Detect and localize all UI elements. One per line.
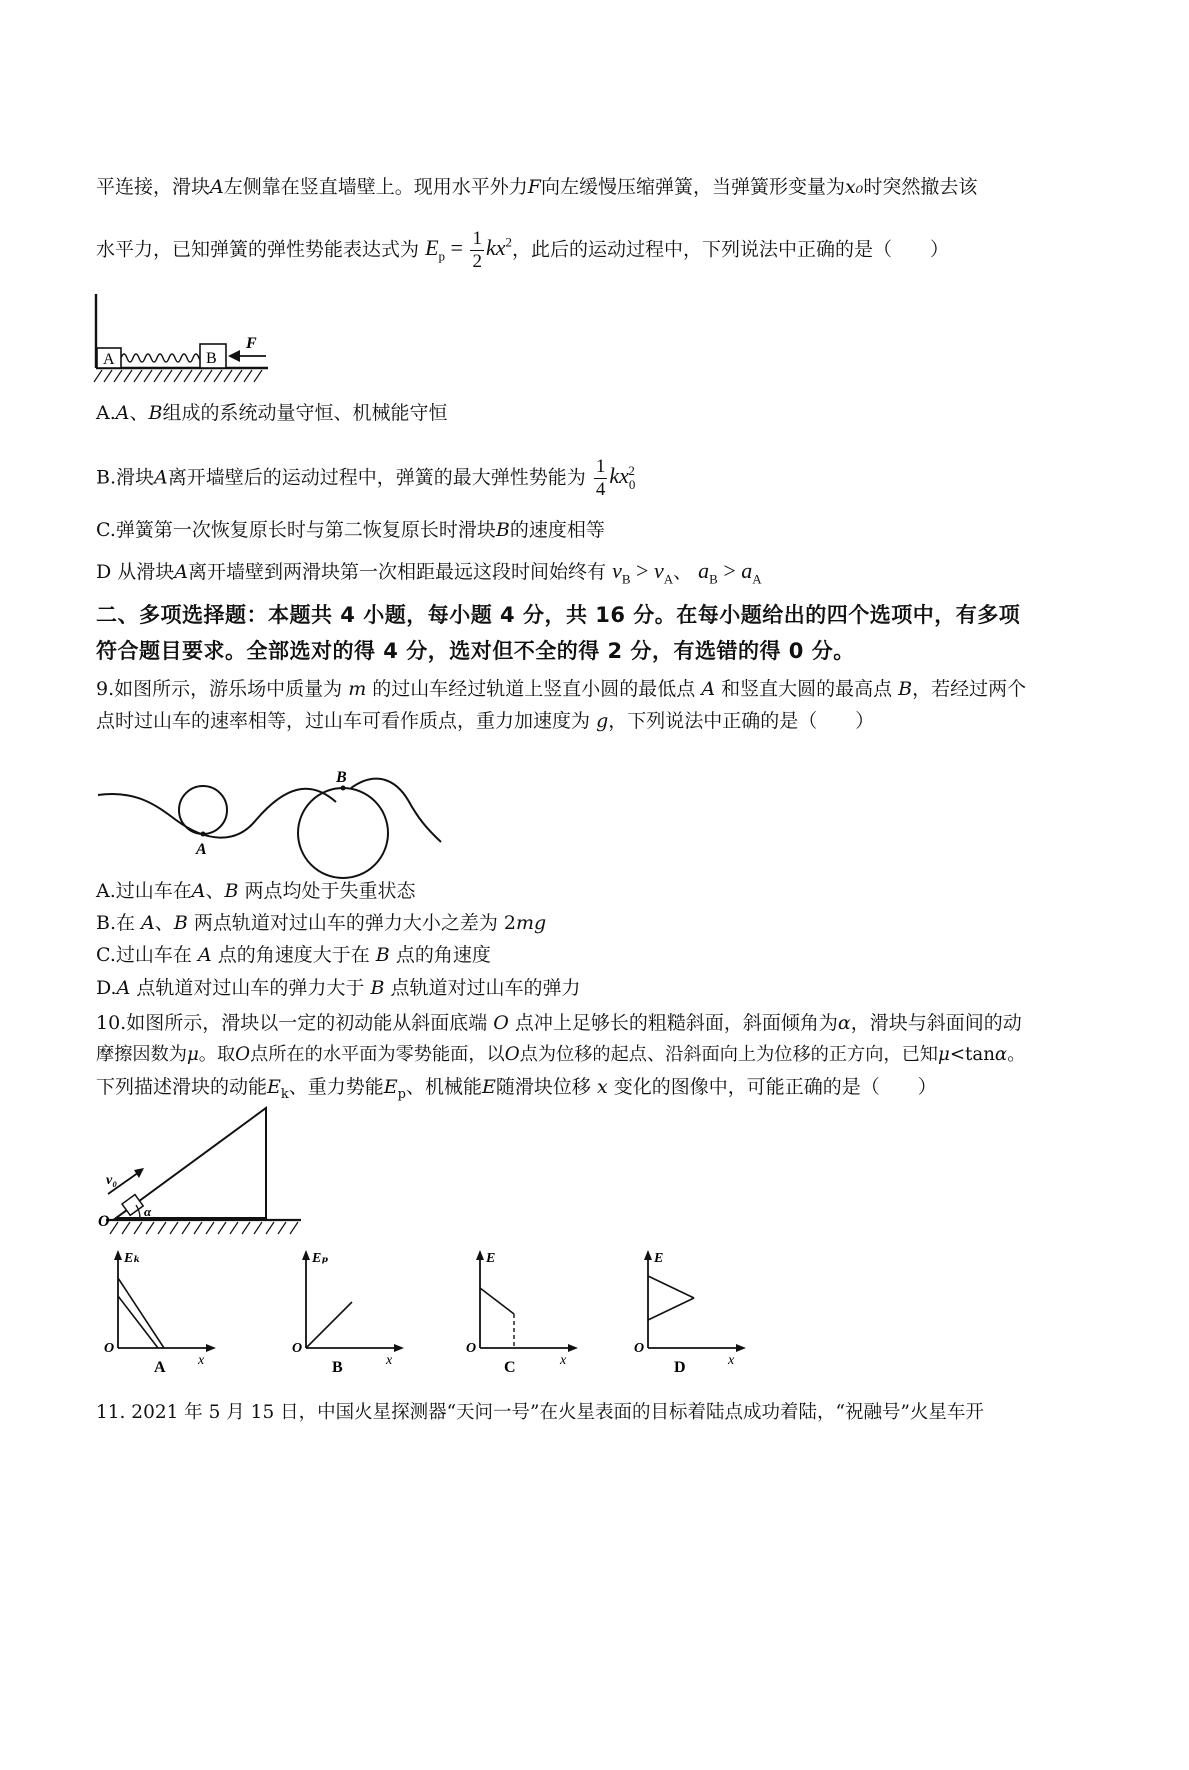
q8-option-c: C.弹簧第一次恢复原长时与第二恢复原长时滑块B的速度相等 xyxy=(96,519,605,541)
graph-b-line xyxy=(306,1302,352,1348)
graph-c-line xyxy=(480,1288,514,1314)
graph-a-line2 xyxy=(118,1296,158,1348)
graph-b-ylabel: Eₚ xyxy=(312,1251,329,1266)
section2-heading-line1: 二、多项选择题：本题共 4 小题，每小题 4 分，共 16 分。在每小题给出的四个选项中，有多项 xyxy=(96,603,1021,627)
spring xyxy=(121,354,204,362)
formula-ab-aa: $a_B > a_A$ xyxy=(698,558,762,587)
graph-d-line1 xyxy=(648,1276,694,1298)
q9-rollercoaster-figure xyxy=(96,750,476,865)
point-b-dot xyxy=(341,786,346,791)
block-a-label: A xyxy=(103,351,115,368)
v0-label: v₀ xyxy=(106,1173,118,1188)
point-a-label: A xyxy=(196,841,207,858)
graph-b xyxy=(292,1248,412,1378)
q8-option-a: A.A、B组成的系统动量守恒、机械能守恒 xyxy=(96,402,448,424)
graph-a-line1 xyxy=(118,1278,164,1348)
large-loop xyxy=(298,788,388,878)
q8-line2: 水平力，已知弹簧的弹性势能表达式为 $E_p$ = $\frac{1}{2}$ $kx^2$，此后的运动过程中，下列说法中正确的是（ ） xyxy=(96,227,949,272)
q11-line1: 11. 2021 年 5 月 15 日，中国火星探测器“天问一号”在火星表面的目标着陆点成功着陆，“祝融号”火星车开 xyxy=(96,1402,984,1423)
point-a-dot xyxy=(201,832,206,837)
formula-ep: $E_p$ = $\frac{1}{2}$ $kx^2$ xyxy=(425,227,512,272)
q10-line2: 摩擦因数为μ。取O点所在的水平面为零势能面，以O点为位移的起点、沿斜面向上为位移的正方向，已知μ<tanα。 xyxy=(96,1044,1026,1065)
q8-spring-figure xyxy=(88,290,278,390)
graph-b-caption: B xyxy=(332,1359,343,1376)
q10-incline-figure xyxy=(96,1108,316,1248)
graph-a-caption: A xyxy=(154,1359,166,1376)
q9-line1: 9.如图所示，游乐场中质量为 m 的过山车经过轨道上竖直小圆的最低点 A 和竖直大圆的最高点 B，若经过两个 xyxy=(96,678,1027,700)
q10-line3: 下列描述滑块的动能$E_k$、重力势能$E_p$、机械能E随滑块位移 x 变化的图像中，可能正确的是（ ） xyxy=(96,1076,937,1102)
v0-arrowhead xyxy=(134,1168,144,1178)
graph-a-ylabel: Eₖ xyxy=(124,1251,141,1266)
q9-option-c: C.过山车在 A 点的角速度大于在 B 点的角速度 xyxy=(96,944,491,966)
section2-heading-line2: 符合题目要求。全部选对的得 4 分，选对但不全的得 2 分，有选错的得 0 分。 xyxy=(96,639,855,663)
graph-c-origin: O xyxy=(466,1341,477,1356)
q8-option-b: B.滑块A离开墙壁后的运动过程中，弹簧的最大弹性势能为 $\frac{1}{4}$ $kx_0^2$ xyxy=(96,455,636,500)
graph-a-xlabel: x xyxy=(198,1353,205,1368)
small-loop xyxy=(179,786,227,834)
graph-b-xlabel: x xyxy=(386,1353,393,1368)
graph-c-caption: C xyxy=(504,1359,516,1376)
q9-line2: 点时过山车的速率相等，过山车可看作质点，重力加速度为 g，下列说法中正确的是（ ） xyxy=(96,710,875,732)
graph-a xyxy=(104,1248,224,1378)
q10-line1: 10.如图所示，滑块以一定的初动能从斜面底端 O 点冲上足够长的粗糙斜面，斜面倾角为α，滑块与斜面间的动 xyxy=(96,1012,1022,1034)
point-b-label: B xyxy=(336,769,347,786)
q9-option-a: A.过山车在A、B 两点均处于失重状态 xyxy=(96,880,416,902)
graph-c xyxy=(466,1248,586,1378)
q8-line1: 平连接，滑块A左侧靠在竖直墙壁上。现用水平外力F向左缓慢压缩弹簧，当弹簧形变量为x₀时突然撤去该 xyxy=(96,176,978,198)
graph-d-line2 xyxy=(648,1298,694,1320)
origin-o-label: O xyxy=(98,1213,110,1230)
q9-option-b: B.在 A、B 两点轨道对过山车的弹力大小之差为 2mg xyxy=(96,912,547,934)
block-b-label: B xyxy=(206,350,217,367)
graph-d xyxy=(634,1248,754,1378)
formula-vb-va: $v_B > v_A$ xyxy=(612,558,674,587)
q8-option-d: D 从滑块A离开墙壁到两滑块第一次相距最远这段时间始终有 $v_B > v_A$、 $a_B > a_A$ xyxy=(96,558,762,587)
formula-quarter-kx0: $\frac{1}{4}$ $kx_0^2$ xyxy=(595,455,636,500)
graph-c-ylabel: E xyxy=(486,1251,496,1266)
graph-b-origin: O xyxy=(292,1341,303,1356)
graph-d-caption: D xyxy=(674,1359,686,1376)
force-arrowhead xyxy=(228,350,240,362)
graph-d-origin: O xyxy=(634,1341,645,1356)
q9-option-d: D.A 点轨道对过山车的弹力大于 B 点轨道对过山车的弹力 xyxy=(96,977,581,999)
graph-d-ylabel: E xyxy=(654,1251,664,1266)
graph-a-origin: O xyxy=(104,1341,115,1356)
graph-c-xlabel: x xyxy=(560,1353,567,1368)
alpha-label: α xyxy=(144,1204,152,1219)
force-label: F xyxy=(246,335,257,352)
track-end xyxy=(351,779,441,842)
graph-d-xlabel: x xyxy=(728,1353,735,1368)
